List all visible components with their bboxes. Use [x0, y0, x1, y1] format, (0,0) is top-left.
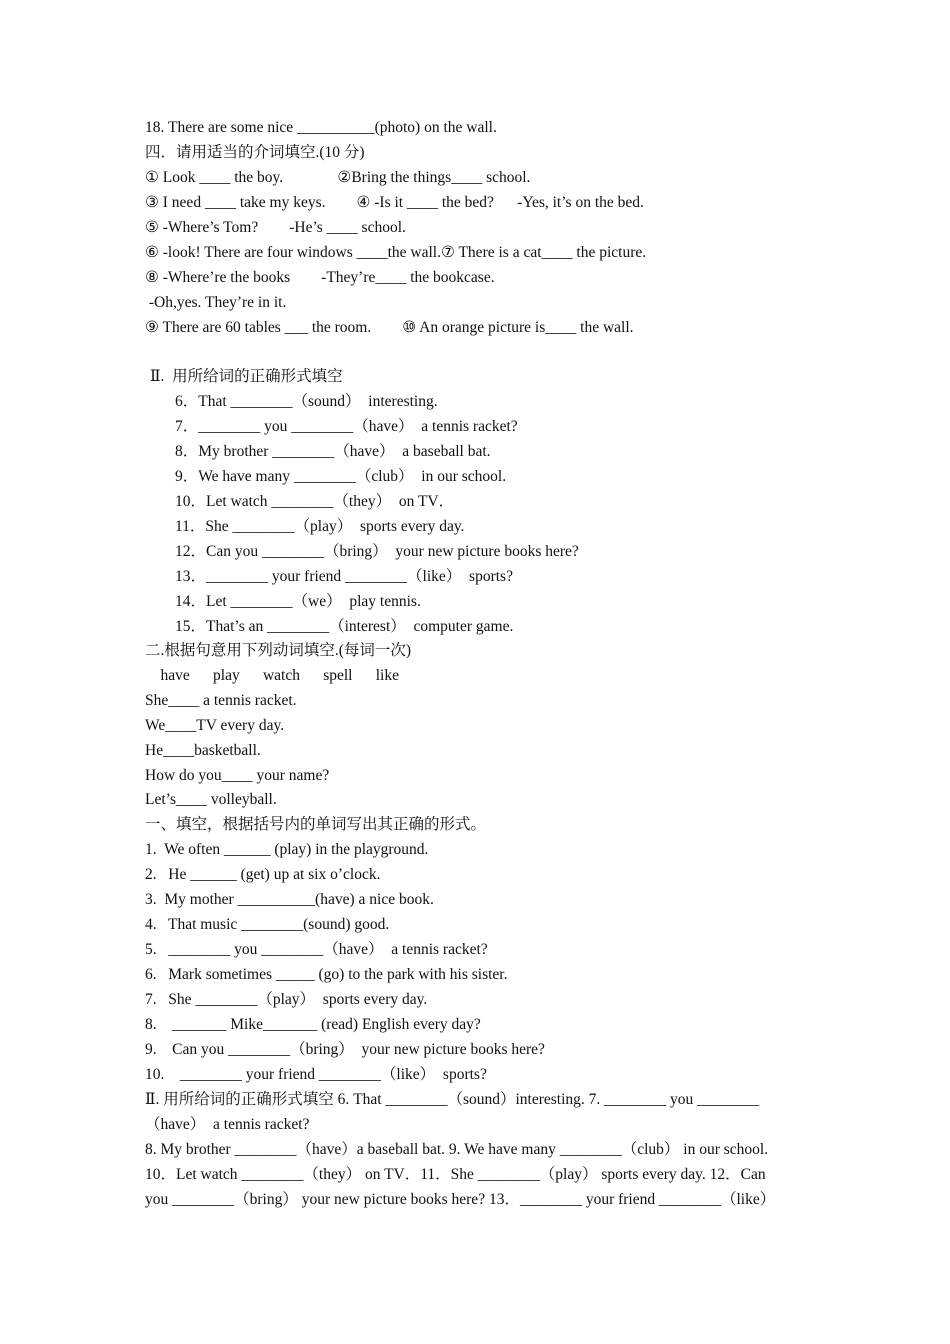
exercise-line: 3. My mother __________(have) a nice book. — [145, 891, 434, 908]
exercise-line: 7．________ you ________（have） a tennis racket? — [175, 418, 518, 435]
exercise-line: 8. _______ Mike_______ (read) English every day? — [145, 1016, 481, 1033]
exercise-line: 8．My brother ________（have） a baseball bat. — [175, 443, 491, 460]
exercise-line: 4. That music ________(sound) good. — [145, 916, 390, 933]
exercise-line: 7. She ________（play） sports every day. — [145, 991, 428, 1008]
exercise-line: 10. ________ your friend ________（like） sports? — [145, 1066, 487, 1083]
exercise-line: Let’s____ volleyball. — [145, 791, 277, 808]
exercise-line: 6. Mark sometimes _____ (go) to the park with his sister. — [145, 966, 508, 983]
exercise-line: 9. Can you ________（bring） your new picture books here? — [145, 1041, 545, 1058]
exercise-line: 11．She ________（play） sports every day. — [175, 518, 465, 535]
exercise-line: ③ I need ____ take my keys. ④ -Is it ____ the bed? -Yes, it’s on the bed. — [145, 194, 644, 211]
exercise-line: ⑤ -Where’s Tom? -He’s ____ school. — [145, 219, 406, 236]
section-heading: 一、填空，根据括号内的单词写出其正确的形式。 — [145, 816, 487, 833]
exercise-line: you ________（bring） your new picture books here? 13．________ your friend ________（like） — [145, 1191, 776, 1208]
exercise-line: He____basketball. — [145, 742, 261, 759]
exercise-line: 10．Let watch ________（they） on TV．11．She ________（play） sports every day. 12．Can — [145, 1166, 766, 1183]
exercise-line: 18. There are some nice __________(photo) on the wall. — [145, 119, 497, 136]
exercise-line: ⑧ -Where’re the books -They’re____ the bookcase. — [145, 269, 495, 286]
exercise-line: She____ a tennis racket. — [145, 692, 297, 709]
exercise-line: 15．That’s an ________（interest） computer game. — [175, 618, 514, 635]
section-heading: 二.根据句意用下列动词填空.(每词一次) — [145, 642, 412, 659]
exercise-line: ① Look ____ the boy. ②Bring the things____ school. — [145, 169, 531, 186]
exercise-line: 13．________ your friend ________（like） sports? — [175, 568, 513, 585]
exercise-line: 12．Can you ________（bring） your new picture books here? — [175, 543, 579, 560]
exercise-line: -Oh,yes. They’re in it. — [145, 294, 287, 311]
exercise-line: 8. My brother ________（have）a baseball bat. 9. We have many ________（club） in our school. — [145, 1141, 769, 1158]
word-bank: have play watch spell like — [145, 667, 399, 684]
exercise-line: （have） a tennis racket? — [145, 1116, 310, 1133]
exercise-line: 9．We have many ________（club） in our school. — [175, 468, 507, 485]
exercise-line: ⑨ There are 60 tables ___ the room. ⑩ An orange picture is____ the wall. — [145, 319, 634, 336]
exercise-line: 10．Let watch ________（they） on TV． — [175, 493, 455, 510]
exercise-line: 14．Let ________（we） play tennis. — [175, 593, 421, 610]
section-heading: Ⅱ. 用所给词的正确形式填空 — [150, 368, 343, 385]
exercise-line: 5. ________ you ________（have） a tennis racket? — [145, 941, 488, 958]
section-heading: 四．请用适当的介词填空.(10 分) — [145, 144, 365, 161]
exercise-line: 2. He ______ (get) up at six o’clock. — [145, 866, 381, 883]
exercise-line: 1. We often ______ (play) in the playground. — [145, 841, 429, 858]
exercise-line: How do you____ your name? — [145, 767, 330, 784]
exercise-line: ⑥ -look! There are four windows ____the wall.⑦ There is a cat____ the picture. — [145, 244, 647, 261]
exercise-line: 6．That ________（sound） interesting. — [175, 393, 438, 410]
exercise-line: We____TV every day. — [145, 717, 285, 734]
section-heading: Ⅱ. 用所给词的正确形式填空 6. That ________（sound）interesting. 7. ________ you ________ — [145, 1091, 760, 1108]
